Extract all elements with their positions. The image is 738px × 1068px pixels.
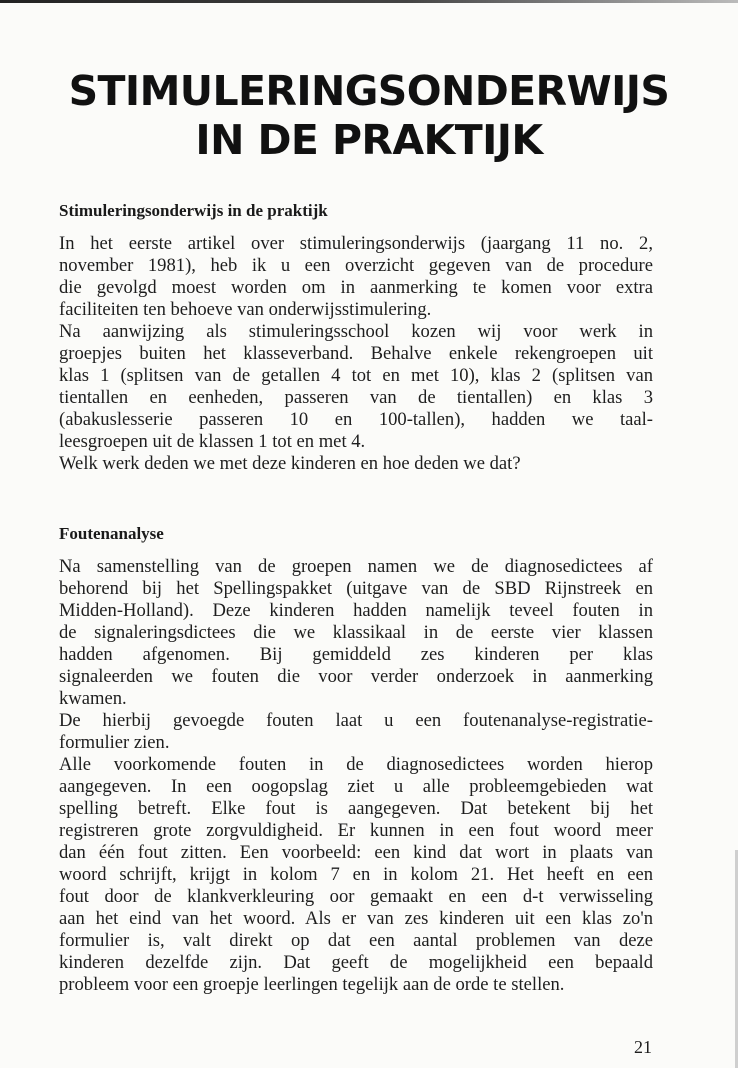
- section-body-foutenanalyse: [59, 556, 653, 996]
- text-line: Midden-Holland). Deze kinderen hadden namelijk teveel fouten in: [59, 600, 653, 621]
- text-line: fout door de klankverkleuring oor gemaakt en een d-t verwisseling: [59, 886, 653, 907]
- text-line: aan het eind van het woord. Als er van zes kinderen uit een klas zo'n: [59, 908, 653, 929]
- text-line: Alle voorkomende fouten in de diagnosedictees worden hierop: [59, 754, 653, 775]
- text-line: kwamen.: [59, 688, 127, 709]
- text-line: tientallen en eenheden, passeren van de tientallen) en klas 3: [59, 387, 653, 408]
- text-line: signaleerden we fouten die voor verder onderzoek in aanmerking: [59, 666, 653, 687]
- text-line: de signaleringsdictees die we klassikaal in de eerste vier klassen: [59, 622, 653, 643]
- text-line: registreren grote zorgvuldigheid. Er kunnen in een fout woord meer: [59, 820, 653, 841]
- text-line: Na aanwijzing als stimuleringsschool kozen wij voor werk in: [59, 321, 653, 342]
- section-body-stimuleringsonderwijs: [59, 233, 653, 475]
- text-line: spelling betreft. Elke fout is aangegeven. Dat betekent bij het: [59, 798, 653, 819]
- text-line: klas 1 (splitsen van de getallen 4 tot en met 10), klas 2 (splitsen van: [59, 365, 653, 386]
- text-line: kinderen dezelfde zijn. Dat geeft de mogelijkheid een bepaald: [59, 952, 653, 973]
- page-title-line-2: IN DE PRAKTIJK: [195, 116, 543, 164]
- text-line: die gevolgd moest worden om in aanmerking te komen voor extra: [59, 277, 653, 298]
- section-heading-foutenanalyse: Foutenanalyse: [59, 524, 164, 543]
- text-line: woord schrijft, krijgt in kolom 7 en in kolom 21. Het heeft en een: [59, 864, 653, 885]
- text-line: formulier is, valt direkt op dat een aantal problemen van deze: [59, 930, 653, 951]
- text-line: november 1981), heb ik u een overzicht gegeven van de procedure: [59, 255, 653, 276]
- top-rule: [0, 0, 738, 3]
- text-line: groepjes buiten het klasseverband. Behalve enkele rekengroepen uit: [59, 343, 653, 364]
- text-line: In het eerste artikel over stimuleringsonderwijs (jaargang 11 no. 2,: [59, 233, 653, 254]
- text-line: formulier zien.: [59, 732, 170, 753]
- text-line: faciliteiten ten behoeve van onderwijsstimulering.: [59, 299, 432, 320]
- text-line: (abakuslesserie passeren 10 en 100-tallen), hadden we taal-: [59, 409, 653, 430]
- text-line: Welk werk deden we met deze kinderen en hoe deden we dat?: [59, 453, 521, 474]
- text-line: probleem voor een groepje leerlingen tegelijk aan de orde te stellen.: [59, 974, 565, 995]
- section-heading-stimuleringsonderwijs: Stimuleringsonderwijs in de praktijk: [59, 201, 328, 220]
- text-line: aangegeven. In een oogopslag ziet u alle probleemgebieden wat: [59, 776, 653, 797]
- text-line: Na samenstelling van de groepen namen we de diagnosedictees af: [59, 556, 653, 577]
- page-number: 21: [634, 1037, 652, 1057]
- text-line: De hierbij gevoegde fouten laat u een foutenanalyse-registratie-: [59, 710, 653, 731]
- text-line: dan één fout zitten. Een voorbeeld: een kind dat wort in plaats van: [59, 842, 653, 863]
- text-line: leesgroepen uit de klassen 1 tot en met 4.: [59, 431, 366, 452]
- text-line: behorend bij het Spellingspakket (uitgave van de SBD Rijnstreek en: [59, 578, 653, 599]
- page-title-line-1: STIMULERINGSONDERWIJS: [68, 67, 670, 115]
- text-line: hadden afgenomen. Bij gemiddeld zes kinderen per klas: [59, 644, 653, 665]
